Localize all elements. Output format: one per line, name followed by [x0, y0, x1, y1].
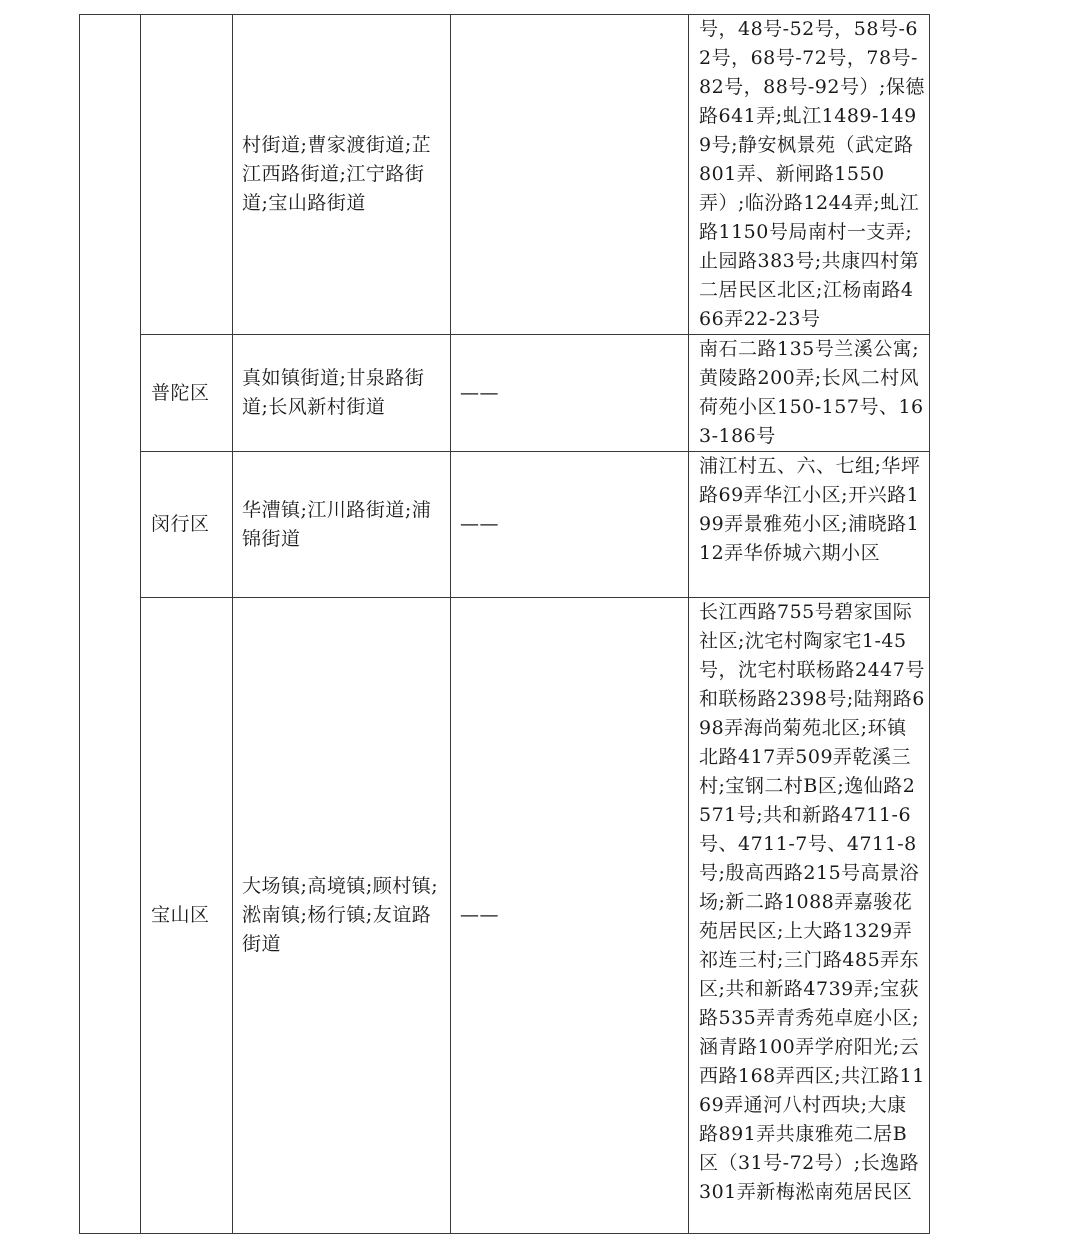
- district-cell: 宝山区: [141, 598, 233, 1234]
- areas-cell: 长江西路755号碧家国际社区;沈宅村陶家宅1-45号，沈宅村联杨路2447号和联杨路2398号;陆翔路698弄海尚菊苑北区;环镇北路417弄509弄乾溪三村;宝钢二村B区;逸仙路2571号;共和新路4711-6号、4711-7号、4711-8号;殷高西路215号高景浴场;新二路1088弄嘉骏花苑居民区;上大路1329弄祁连三村;三门路485弄东区;共和新路4739弄;宝荻路535弄青秀苑卓庭小区;涵青路100弄学府阳光;云西路168弄西区;共江路1169弄通河八村西块;大康路891弄共康雅苑二居B区（31号-72号）;长逸路301弄新梅淞南苑居民区: [689, 598, 930, 1234]
- district-cell: [141, 15, 233, 335]
- table-row: [80, 15, 930, 335]
- streets-cell: 华漕镇;江川路街道;浦锦街道: [233, 452, 451, 598]
- streets-cell: 真如镇街道;甘泉路街道;长风新村街道: [233, 335, 451, 452]
- table-row: [80, 335, 930, 452]
- scope-cell: ——: [451, 598, 689, 1234]
- lead-column-cell: [80, 15, 141, 1234]
- table-row: [80, 598, 930, 1234]
- areas-cell: 号，48号-52号，58号-62号，68号-72号，78号-82号，88号-92号）;保德路641弄;虬江1489-1499号;静安枫景苑（武定路801弄、新闸路1550弄）;临汾路1244弄;虬江路1150号局南村一支弄;止园路383号;共康四村第二居民区北区;江杨南路466弄22-23号: [689, 15, 930, 335]
- streets-cell: 大场镇;高境镇;顾村镇;淞南镇;杨行镇;友谊路街道: [233, 598, 451, 1234]
- scope-cell: ——: [451, 452, 689, 598]
- district-cell: 普陀区: [141, 335, 233, 452]
- scope-cell: ——: [451, 335, 689, 452]
- districts-table: [79, 14, 930, 1234]
- areas-cell: 南石二路135号兰溪公寓;黄陵路200弄;长风二村风荷苑小区150-157号、163-186号: [689, 335, 930, 452]
- district-cell: 闵行区: [141, 452, 233, 598]
- streets-cell: 村街道;曹家渡街道;芷江西路街道;江宁路街道;宝山路街道: [233, 15, 451, 335]
- table-row: [80, 452, 930, 598]
- areas-cell: 浦江村五、六、七组;华坪路69弄华江小区;开兴路199弄景雅苑小区;浦晓路112弄华侨城六期小区: [689, 452, 930, 598]
- scope-cell: [451, 15, 689, 335]
